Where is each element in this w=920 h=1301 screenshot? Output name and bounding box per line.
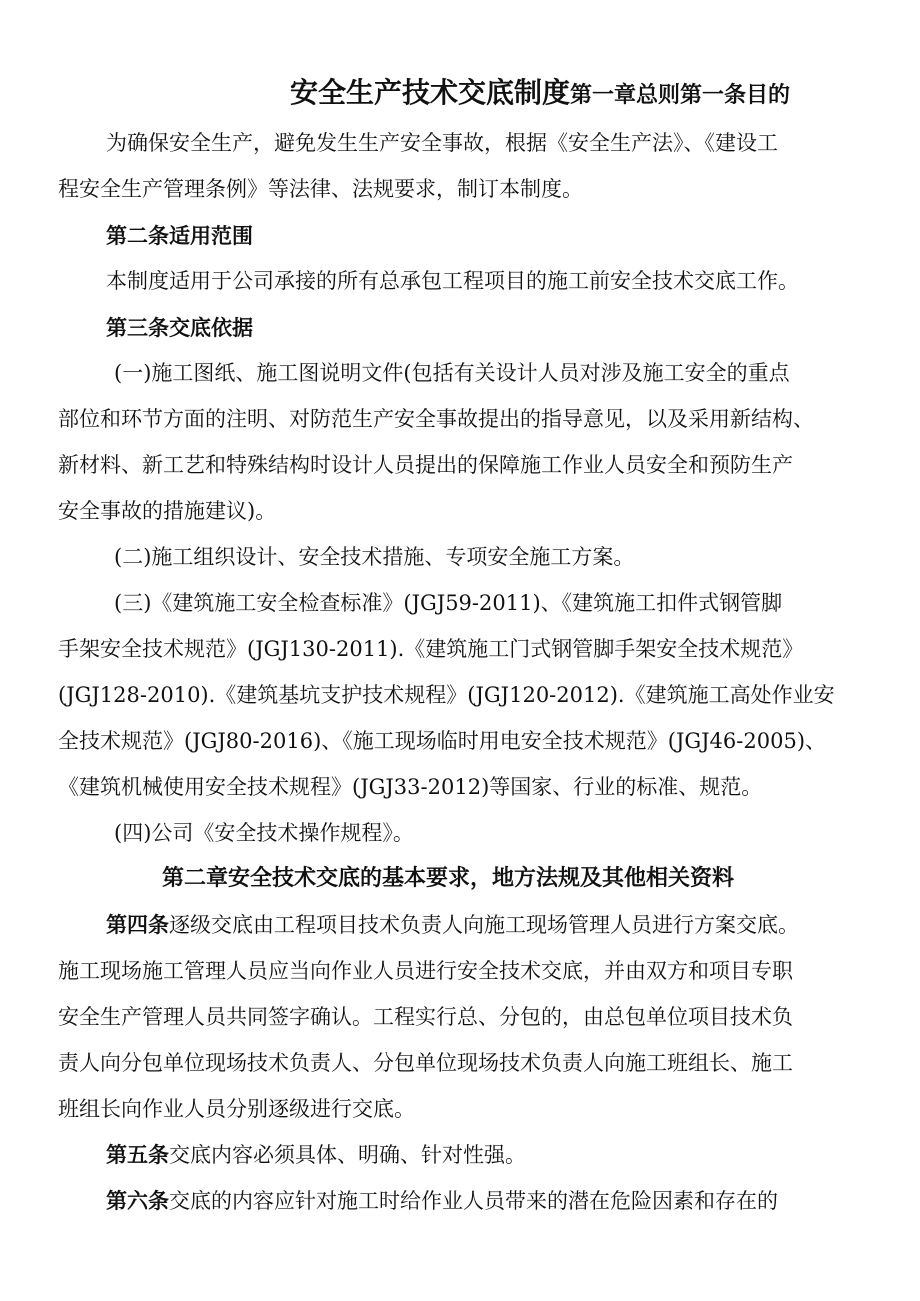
article-4-line-5: 班组长向作业人员分别逐级进行交底。 [58, 1097, 415, 1121]
basis-3-line-2: 手架安全技术规范》(JGJ130-2011).《建筑施工门式钢管脚手架安全技术规范》 [58, 637, 804, 661]
article-4-line-1 [106, 910, 799, 940]
para-purpose-line-1: 为确保安全生产，避免发生生产安全事故，根据《安全生产法》、《建设工 [106, 131, 778, 155]
article-6-label: 第六条 [106, 1189, 169, 1213]
article-6 [106, 1186, 778, 1216]
para-purpose-line-2: 程安全生产管理条例》等法律、法规要求，制订本制度。 [58, 177, 583, 201]
basis-3-line-3: (JGJ128-2010).《建筑基坑支护技术规程》(JGJ120-2012).《建筑施工高处作业安 [58, 683, 835, 707]
article-4-line-3: 安全生产管理人员共同签字确认。工程实行总、分包的，由总包单位项目技术负 [58, 1005, 793, 1029]
basis-3-line-4: 全技术规范》(JGJ80-2016)、《施工现场临时用电安全技术规范》(JGJ46-2005)、 [58, 729, 827, 753]
basis-1-line-4: 安全事故的措施建议)。 [58, 499, 277, 523]
document-title [290, 78, 790, 111]
chapter-2-heading: 第二章安全技术交底的基本要求，地方法规及其他相关资料 [162, 866, 735, 891]
article-4-line-2: 施工现场施工管理人员应当向作业人员进行安全技术交底，并由双方和项目专职 [58, 959, 793, 983]
article-4-label: 第四条 [106, 913, 169, 937]
basis-1-line-3: 新材料、新工艺和特殊结构时设计人员提出的保障施工作业人员安全和预防生产 [58, 453, 793, 477]
article-6-text: 交底的内容应针对施工时给作业人员带来的潜在危险因素和存在的 [169, 1189, 778, 1213]
article-2-text: 本制度适用于公司承接的所有总承包工程项目的施工前安全技术交底工作。 [106, 269, 799, 293]
basis-4: (四)公司《安全技术操作规程》。 [114, 821, 414, 845]
article-4-line-4: 责人向分包单位现场技术负责人、分包单位现场技术负责人向施工班组长、施工 [58, 1051, 793, 1075]
article-2-heading: 第二条适用范围 [106, 224, 253, 248]
article-5-label: 第五条 [106, 1143, 169, 1167]
article-5-text: 交底内容必须具体、明确、针对性强。 [169, 1143, 526, 1167]
article-4-text: 逐级交底由工程项目技术负责人向施工现场管理人员进行方案交底。 [169, 913, 799, 937]
title-sub: 第一章总则第一条目的 [570, 83, 791, 108]
basis-3-line-1: (三)《建筑施工安全检查标准》(JGJ59-2011)、《建筑施工扣件式钢管脚 [114, 591, 783, 615]
article-3-heading: 第三条交底依据 [106, 316, 253, 340]
article-5 [106, 1140, 526, 1170]
basis-1-line-2: 部位和环节方面的注明、对防范生产安全事故提出的指导意见，以及采用新结构、 [58, 407, 814, 431]
basis-1-line-1: (一)施工图纸、施工图说明文件(包括有关设计人员对涉及施工安全的重点 [114, 361, 790, 385]
basis-2: (二)施工组织设计、安全技术措施、专项安全施工方案。 [114, 545, 635, 569]
basis-3-line-5: 《建筑机械使用安全技术规程》(JGJ33-2012)等国家、行业的标准、规范。 [58, 775, 763, 799]
title-main: 安全生产技术交底制度 [290, 76, 571, 109]
